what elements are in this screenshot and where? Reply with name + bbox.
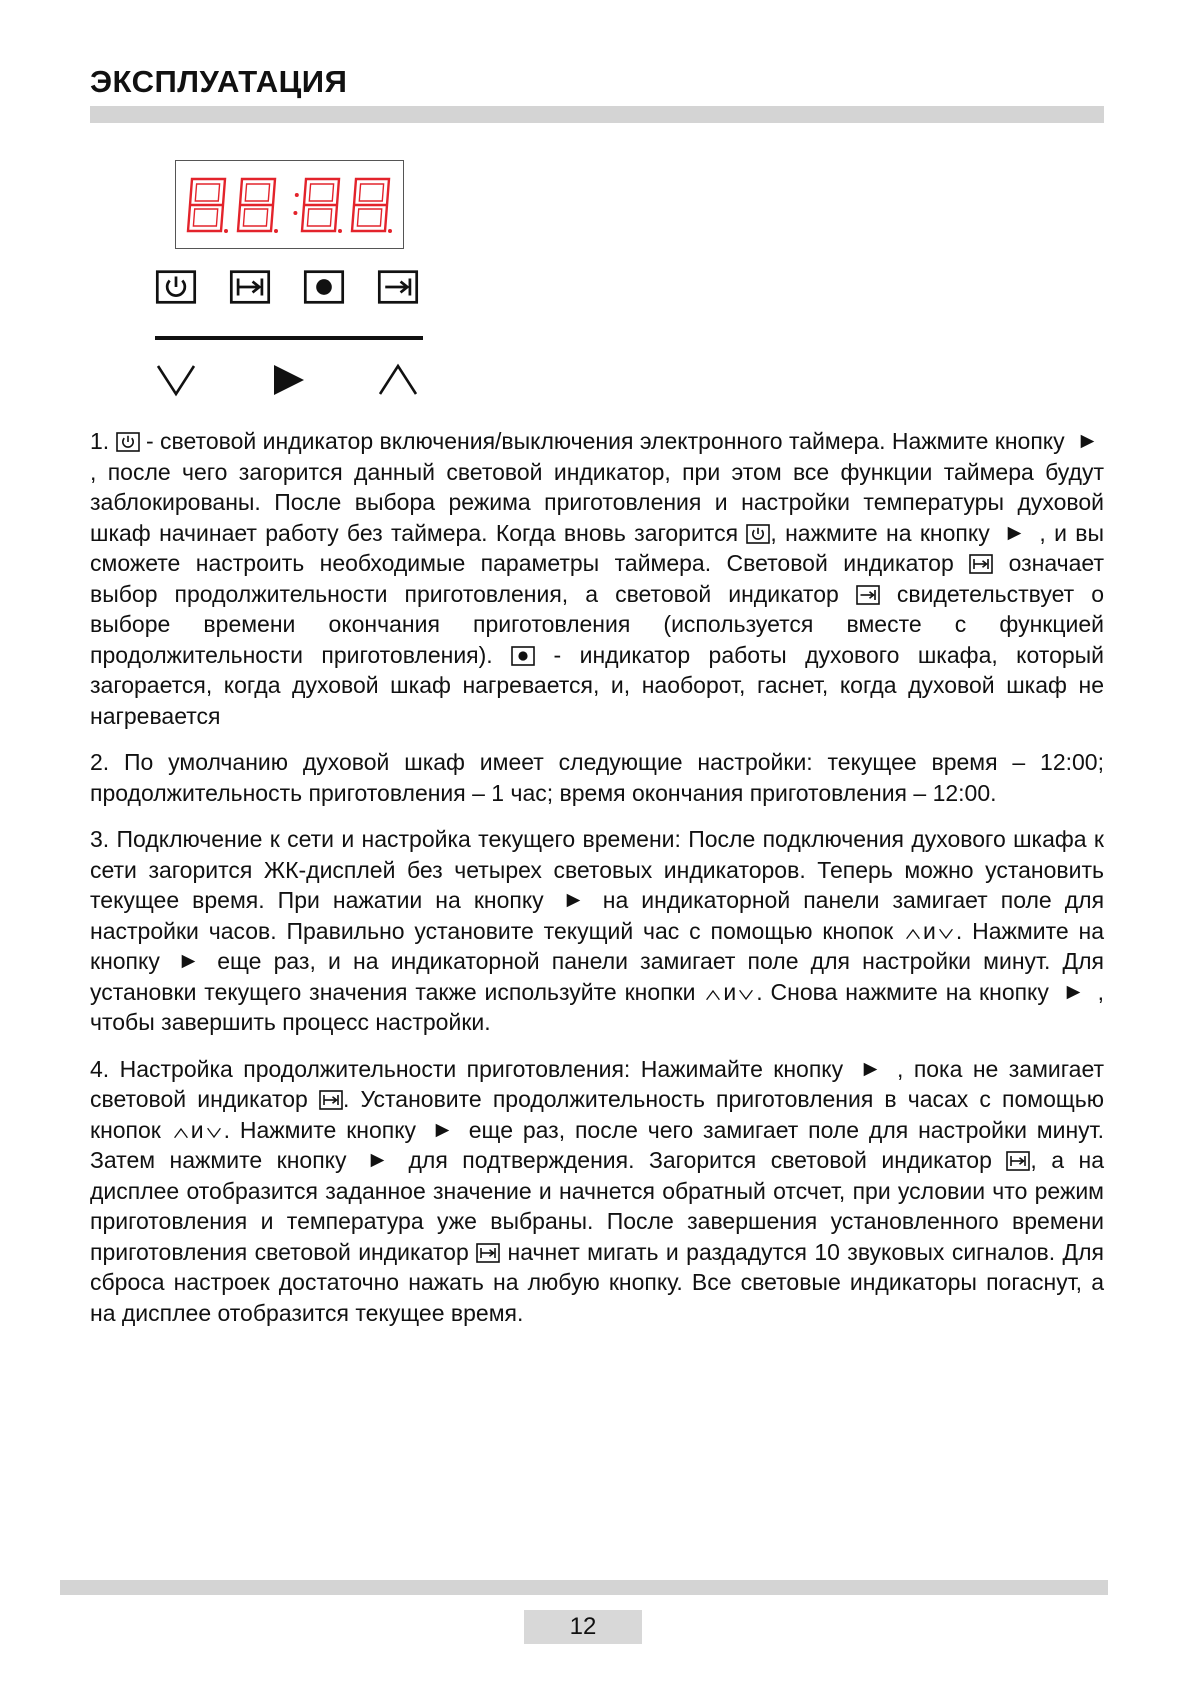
p1-text-3: , нажмите на кнопку <box>770 519 990 546</box>
led-digits-88-88 <box>176 161 405 250</box>
decimal-dot <box>338 229 342 233</box>
end-time-icon[interactable] <box>377 270 419 304</box>
paragraph-2: 2. По умолчанию духовой шкаф имеет следующие настройки: текущее время – 12:00; продолжительность приготовления – 1 час; время окончания приготовления – 12:00. <box>90 749 1104 806</box>
decimal-dot <box>388 229 392 233</box>
digit-lower-hole <box>357 209 381 226</box>
p4-text-7: , а на дисплее отобразится заданное значение и начнется обратный отсчет, при условии что режим приготовления и температура уже выбраны. После завершения установленного времени приготовления световой индикатор <box>90 1147 1105 1265</box>
control-buttons-row <box>155 270 425 306</box>
p3-text-5: . Снова нажмите на кнопку <box>756 978 1049 1005</box>
chevron-down-icon <box>938 928 954 940</box>
digit-upper-hole <box>309 184 333 201</box>
page-title: ЭКСПЛУАТАЦИЯ <box>90 64 348 99</box>
paragraph-3 <box>90 824 1104 1038</box>
digit-lower-hole <box>243 209 267 226</box>
p4-text-8: начнет мигать и раздадутся 10 звуковых сигналов. Для сброса настроек достаточно нажать на любую кнопку. Все световые индикаторы погаснут, а на дисплее отобразится текущее время. <box>90 1238 1104 1326</box>
play-icon[interactable] <box>272 362 306 398</box>
chevron-up-icon <box>705 989 721 1001</box>
chevron-up-icon <box>905 928 921 940</box>
panel-divider <box>155 336 423 340</box>
play-icon <box>180 953 197 970</box>
p4-text-1: 4. Настройка продолжительности приготовления: Нажимайте кнопку <box>90 1055 844 1082</box>
chevron-up-icon <box>173 1127 189 1139</box>
duration-icon <box>476 1243 500 1263</box>
digit-lower-hole <box>307 209 331 226</box>
chevron-down-icon <box>738 989 754 1001</box>
p1-text-2: , после чего загорится данный световой индикатор, при этом все функции таймера будут заблокированы. После выбора режима приготовления и настройки температуры духовой шкаф начинает работу без таймера. Когда вновь загорится <box>90 458 1104 546</box>
p3-text-4: еще раз, и на индикаторной панели замигает поле для настройки минут. Для установки текущего значения также используйте кнопки <box>90 948 1105 1005</box>
p3-text-1: 3. Подключение к сети и настройка текущего времени: После подключения духового шкафа к сети загорится ЖК-дисплей без четырех световых индикаторов. Теперь можно установить текущее время. При нажатии на кнопку <box>90 826 1104 913</box>
decimal-dot <box>274 229 278 233</box>
navigation-buttons-row <box>150 362 430 402</box>
heating-indicator-icon <box>511 646 535 666</box>
p3-text-2: на индикаторной панели замигает поле для настройки часов. Правильно установите текущий час с помощью кнопок <box>90 887 1105 944</box>
play-icon <box>1006 525 1023 542</box>
p1-text-6: свидетельствует о выборе времени окончания приготовления (используется вместе с функцией продолжительности приготовления). <box>90 580 1104 668</box>
digit-upper-hole <box>359 184 383 201</box>
chevron-down-icon[interactable] <box>154 362 198 398</box>
digit-lower-hole <box>193 209 217 226</box>
p4-and-1: и <box>190 1116 204 1143</box>
end-time-icon <box>856 585 880 605</box>
header-rule <box>90 106 1104 123</box>
duration-icon <box>1006 1151 1030 1171</box>
p1-text-5: означает выбор продолжительности приготовления, а световой индикатор <box>90 550 1104 607</box>
p4-text-4: . Нажмите кнопку <box>223 1116 417 1143</box>
p1-text-1: - световой индикатор включения/выключения электронного таймера. Нажмите кнопку <box>146 428 1065 454</box>
play-icon <box>1065 984 1082 1001</box>
paragraph-1 <box>90 426 1104 731</box>
play-icon <box>862 1061 879 1078</box>
p1-text-7: - индикатор работы духового шкафа, который загорается, когда духовой шкаф нагревается, и, наоборот, гаснет, когда духовой шкаф не нагревается <box>90 641 1105 729</box>
colon-dot <box>293 211 297 215</box>
p3-text-6: , чтобы завершить процесс настройки. <box>90 978 1105 1035</box>
digit-upper-hole <box>245 184 269 201</box>
led-display <box>175 160 404 249</box>
chevron-down-icon <box>206 1127 222 1139</box>
p4-text-6: для подтверждения. Загорится световой индикатор <box>408 1147 992 1173</box>
decimal-dot <box>224 229 228 233</box>
footer-rule <box>60 1580 1108 1595</box>
heating-indicator-icon[interactable] <box>303 270 345 304</box>
p1-number: 1. <box>90 428 110 454</box>
p1-text-4: , и вы сможете настроить необходимые параметры таймера. Световой индикатор <box>90 519 1105 576</box>
chevron-up-icon[interactable] <box>376 362 420 398</box>
instructions-text <box>90 426 1104 1344</box>
duration-icon[interactable] <box>229 270 271 304</box>
play-icon <box>1079 433 1096 450</box>
page-number: 12 <box>524 1610 642 1644</box>
play-icon <box>369 1152 386 1169</box>
p4-text-2: , пока не замигает световой индикатор <box>90 1055 1105 1112</box>
p4-text-3: . Установите продолжительность приготовления в часах с помощью кнопок <box>90 1086 1105 1143</box>
colon-dot <box>295 193 299 197</box>
power-icon <box>116 432 140 452</box>
paragraph-4 <box>90 1054 1104 1329</box>
p4-text-5: еще раз, после чего замигает поле для настройки минут. Затем нажмите кнопку <box>90 1116 1105 1173</box>
duration-icon <box>319 1090 343 1110</box>
p3-and-2: и <box>723 978 737 1005</box>
power-icon <box>746 524 770 544</box>
p3-text-3: . Нажмите на кнопку <box>90 917 1104 974</box>
digit-upper-hole <box>195 184 219 201</box>
p3-and-1: и <box>923 917 936 944</box>
power-timer-icon[interactable] <box>155 270 197 304</box>
play-icon <box>434 1122 451 1139</box>
duration-icon <box>969 554 993 574</box>
play-icon <box>565 892 582 909</box>
